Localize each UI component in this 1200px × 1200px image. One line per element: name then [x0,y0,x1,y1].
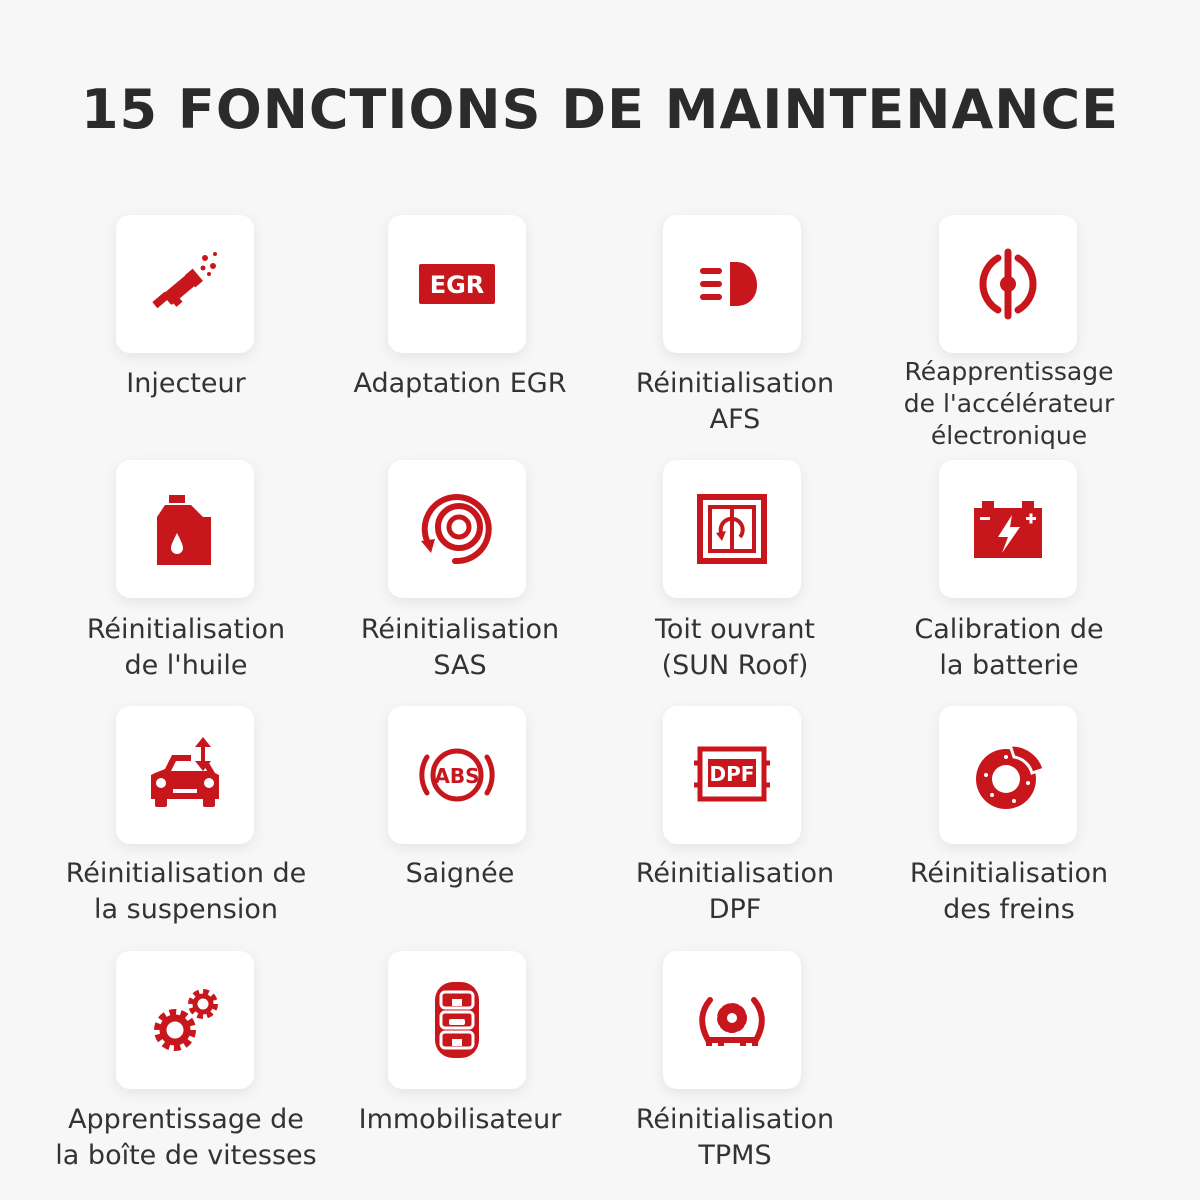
function-label: de l'huile [124,650,248,681]
function-label: Apprentissage de [68,1104,304,1135]
function-label: Immobilisateur [358,1104,562,1135]
function-tile-egr[interactable] [388,215,526,353]
function-tile-throttle[interactable] [939,215,1077,353]
function-label: des freins [943,894,1075,925]
function-label: Saignée [405,858,515,889]
function-tile-immobilizer[interactable] [388,951,526,1089]
function-tile-sunroof[interactable] [663,460,801,598]
page-title: 15 FONCTIONS DE MAINTENANCE [80,78,1120,141]
function-tile-injector[interactable] [116,215,254,353]
function-tile-oil[interactable] [116,460,254,598]
abs-icon [417,735,497,815]
function-label: Injecteur [126,368,246,399]
function-label: AFS [709,404,761,435]
function-label: Adaptation EGR [353,368,567,399]
function-label: Calibration de [914,614,1104,645]
car-key-icon [417,980,497,1060]
function-label: Réinitialisation [635,368,835,399]
function-tile-brakes[interactable] [939,706,1077,844]
egr-icon [417,244,497,324]
dpf-icon [692,735,772,815]
function-label: TPMS [698,1140,772,1171]
function-label: Réinitialisation [86,614,286,645]
injector-icon [145,244,225,324]
function-tile-afs[interactable] [663,215,801,353]
function-label: Toit ouvrant [654,614,816,645]
oil-can-icon [145,489,225,569]
function-tile-abs[interactable] [388,706,526,844]
function-label: Réinitialisation [909,858,1109,889]
function-label: (SUN Roof) [661,650,809,681]
function-tile-dpf[interactable] [663,706,801,844]
function-label: la batterie [939,650,1079,681]
steering-wheel-icon [417,489,497,569]
function-tile-sas[interactable] [388,460,526,598]
gears-icon [145,980,225,1060]
function-label: SAS [433,650,487,681]
function-label: la boîte de vitesses [55,1140,317,1171]
function-label: Réapprentissage [904,357,1114,386]
brake-disc-icon [968,735,1048,815]
function-label: Réinitialisation de [65,858,307,889]
car-suspension-icon [145,735,225,815]
function-label: la suspension [94,894,278,925]
function-label: Réinitialisation [360,614,560,645]
battery-icon [968,489,1048,569]
function-label: électronique [930,421,1088,450]
throttle-icon [968,244,1048,324]
function-label: Réinitialisation [635,1104,835,1135]
tpms-icon [692,980,772,1060]
function-label: de l'accélérateur [903,389,1115,418]
egr-badge-text: EGR [429,271,485,299]
function-tile-battery[interactable] [939,460,1077,598]
function-tile-tpms[interactable] [663,951,801,1089]
headlight-icon [692,244,772,324]
function-tile-gearbox[interactable] [116,951,254,1089]
function-tile-suspension[interactable] [116,706,254,844]
dpf-badge-text: DPF [709,762,755,786]
abs-badge-text: ABS [434,764,480,788]
sunroof-icon [692,489,772,569]
function-label: Réinitialisation [635,858,835,889]
function-label: DPF [708,894,762,925]
